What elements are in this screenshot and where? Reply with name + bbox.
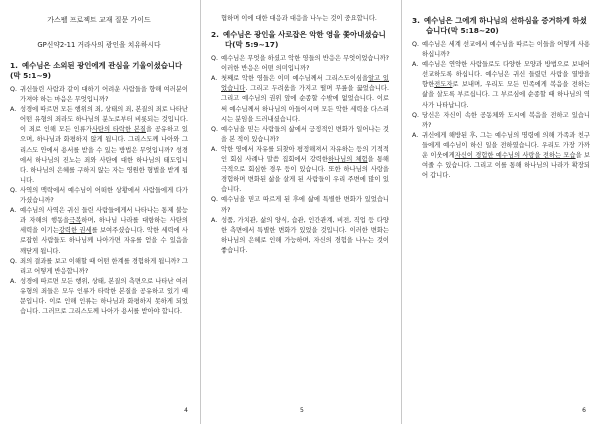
answer-mark: A. [412, 61, 419, 69]
document-title: 가스펠 프로젝트 교재 질문 가이드 [47, 16, 151, 24]
page-number: 4 [184, 406, 188, 414]
answer-mark: A. [10, 277, 17, 285]
question-mark: Q. [211, 196, 218, 204]
underlined-phrase: 알고 있었습니다 [221, 75, 389, 93]
underlined-phrase: 강력한 권세 [58, 227, 92, 235]
answer-item [10, 105, 188, 186]
answer-item [211, 145, 389, 195]
answer-item [10, 206, 188, 256]
answer-mark: A. [211, 216, 218, 224]
question-mark: Q. [211, 55, 218, 63]
question-text: 예수님을 믿고 따르게 된 후에 삶에 특별한 변화가 있었습니까? [221, 196, 389, 214]
answer-text [20, 105, 188, 186]
question-text: 귀신들린 사람과 같이 대하기 어려운 사람들을 향해 여러분이 가져야 하는 마음은 무엇입니까? [20, 86, 188, 104]
question-item [211, 195, 389, 215]
section-2-title: 예수님은 광인을 사로잡은 악한 영을 쫓아내셨습니다(막 5:9~17) [222, 30, 386, 50]
answer-mark: A. [412, 131, 419, 139]
question-text: 예수님은 무엇을 하셨고 악한 영들의 반응은 무엇이었습니까? 이러한 반응은 어떤 의미입니까? [221, 55, 389, 73]
answer-item [211, 74, 389, 124]
continued-paragraph: 협하며 이에 대한 대응과 대응을 나누는 것이 중요합니다. [221, 15, 377, 22]
question-text: 죄의 결과를 보고 이해할 때 어떤 한계를 경험하게 됩니까? 그리고 어떻게 반응합니까? [20, 257, 188, 275]
indent-spacer [211, 14, 221, 24]
question-mark: Q. [211, 125, 218, 133]
answer-mark: A. [10, 106, 17, 114]
page-left [0, 0, 198, 424]
page-right [402, 0, 600, 424]
answer-item [412, 131, 590, 181]
answer-item [211, 216, 389, 256]
answer-text: 성경에 따르면 모든 행위, 상태, 본질의 측면으로 나타난 여러 유형의 죄들은 모두 인류가 타락한 본질을 공유하고 있기 때문입니다. 이로 인해 인류는 하나님과 화평하지 못하게 되었습니다. 그러므로 그리스도께 나아가 용서를 받아야 합니다. [20, 277, 188, 316]
question-item [412, 40, 590, 60]
answer-text [20, 206, 188, 256]
question-mark: Q. [412, 111, 419, 119]
answer-text [221, 145, 389, 195]
section-1-heading [10, 61, 188, 81]
question-mark: Q. [412, 41, 419, 48]
answer-text-part: 첫째로 악한 영들은 이미 예수님께서 그리스도이심을 [221, 75, 369, 83]
question-item [10, 257, 188, 277]
answer-text-part: 성경에 따르면 모든 행위의 죄, 상태의 죄, 본질의 죄로 나타난 어떤 유형의 죄라도 하나님의 분노로부터 비롯되는 것입니다. 이 죄로 인해 모든 인류가 [20, 106, 189, 134]
section-1-title: 예수님은 소외된 광인에게 관심을 기울이셨습니다(막 5:1~9) [10, 61, 183, 80]
answer-text-part: 예수님은 연약한 사람들로도 다양한 모양과 방법으로 보내어 선교하도록 하십니다. 예수님은 귀신 들렸던 사람을 열방을 향한 [422, 61, 590, 89]
answer-item [10, 277, 188, 317]
page-number: 5 [300, 406, 304, 414]
question-text: 예수님은 세계 선교에서 예수님을 따르는 이들을 어떻게 사용하십니까? [422, 41, 590, 59]
answer-text-part: 예수님의 사역은 귀신 들린 사람들에게서 나타나는 통제 불능과 자해의 행동을 [20, 207, 188, 225]
question-item [412, 111, 590, 131]
answer-text [221, 74, 389, 124]
answer-text-part: 를 보여주셨습니다. 악한 세력에 사로잡힌 사람들도 하나님께 나아가면 자유를 얻을 수 있음을 깨닫게 됩니다. [20, 227, 189, 255]
question-text: 사역의 맥락에서 예수님이 어떠한 상황에서 사람들에게 다가가셨습니까? [20, 186, 188, 205]
answer-text-part: 을 공유하고 있으며, 하나님과 화평하지 않게 됩니다. 그리스도께 나아와 그리스도 안에서 용서를 받을 수 있는 방법은 무엇입니까? 성경에서 하나님의 진노는 죄와 사탄에 대한 하나님의 태도입니다. 하나님의 은혜를 구하지 않는 자는 영원한 형벌을 받게 됩니다. [20, 126, 188, 184]
underlined-phrase: 사탄의 타락한 본질 [91, 126, 146, 134]
answer-text-part: 하며, 하나님 나라를 대항하는 사탄의 세력을 이기는 [20, 217, 188, 235]
question-text: 예수님을 믿는 사람들의 삶에서 긍정적인 변화가 일어나는 것을 본 적이 있습니까? [221, 125, 389, 143]
answer-text: 성품, 가치관, 삶의 양식, 습관, 인간관계, 비전, 직업 등 다양한 측면에서 특별한 변화가 있었을 것입니다. 이러한 변화는 하나님의 은혜로 인해 가능하며, 자신의 경험을 나누는 것이 좋습니다. [221, 216, 389, 254]
underlined-phrase: 극복 [69, 217, 82, 225]
section-3-title: 예수님은 그에게 하나님의 선하심을 증거하게 하셨습니다(막 5:18~20) [423, 16, 587, 35]
answer-text-part: 귀신에게 해방된 후, 그는 예수님의 명령에 의해 가족과 친구들에게 예수님이 하신 일을 전하였습니다. 우리도 가장 가까운 이웃에게 [422, 131, 590, 160]
underlined-phrase: 자신이 경험한 예수님의 사랑을 전하는 모습 [454, 152, 576, 160]
section-2-heading [211, 30, 389, 50]
section-2-number: 2. [211, 30, 219, 40]
answer-text-part: 악한 영에서 자유를 되찾아 평정해져서 자유하는 등의 기적적인 회심 사례나 말씀 집회에서 강력한 [221, 145, 389, 164]
page-middle [201, 0, 399, 424]
question-mark: Q. [10, 257, 17, 265]
lesson-subtitle: GP신약2-11 거라사의 광인을 치유하시다 [37, 41, 161, 49]
question-mark: Q. [10, 186, 17, 194]
answer-mark: A. [211, 75, 218, 83]
question-item [211, 54, 389, 74]
answer-text [422, 60, 590, 110]
answer-text-part: 로 보내며, 우리도 모든 민족에게 복음을 전하는 삶을 살도록 부르십니다. 그 부르심에 순종할 때 하나님의 역사가 나타납니다. [422, 81, 590, 109]
question-text: 당신은 자신이 속한 공동체와 도시에 복음을 전하고 있습니까? [422, 111, 590, 129]
section-3-heading [412, 16, 590, 36]
section-1-number: 1. [10, 61, 18, 70]
underlined-phrase: 하나님의 체험 [327, 156, 368, 164]
answer-item [412, 60, 590, 110]
answer-mark: A. [211, 145, 218, 153]
page-number: 6 [582, 406, 586, 414]
answer-mark: A. [10, 207, 17, 215]
question-item [211, 125, 389, 145]
underlined-phrase: 전도자 [434, 81, 453, 89]
question-mark: Q. [10, 86, 17, 93]
answer-text-part: 을 통해 극적으로 회심한 경우 등이 있습니다. 또한 하나님의 사랑을 경험하며 변화된 삶을 살게 된 사람들이 우리 주변에 많이 있습니다. [221, 156, 390, 194]
answer-text-part: 을 보여줄 수 있습니다. 그리고 이를 통해 하나님의 나라가 확장되어 갑니다. [422, 152, 591, 180]
answer-text [422, 131, 590, 181]
continued-text [211, 14, 389, 24]
answer-text-part: . 그리고 두려움을 가지고 떨며 무릎을 꿇었습니다. 그리고 예수님의 권위 앞에 순종할 수밖에 없었습니다. 이로써 예수님께서 하나님의 아들이시며 모든 악한 세력을 다스리시는 분임을 드러내셨습니다. [221, 85, 389, 123]
section-3-number: 3. [412, 16, 420, 25]
question-item [10, 85, 188, 105]
question-item [10, 186, 188, 206]
